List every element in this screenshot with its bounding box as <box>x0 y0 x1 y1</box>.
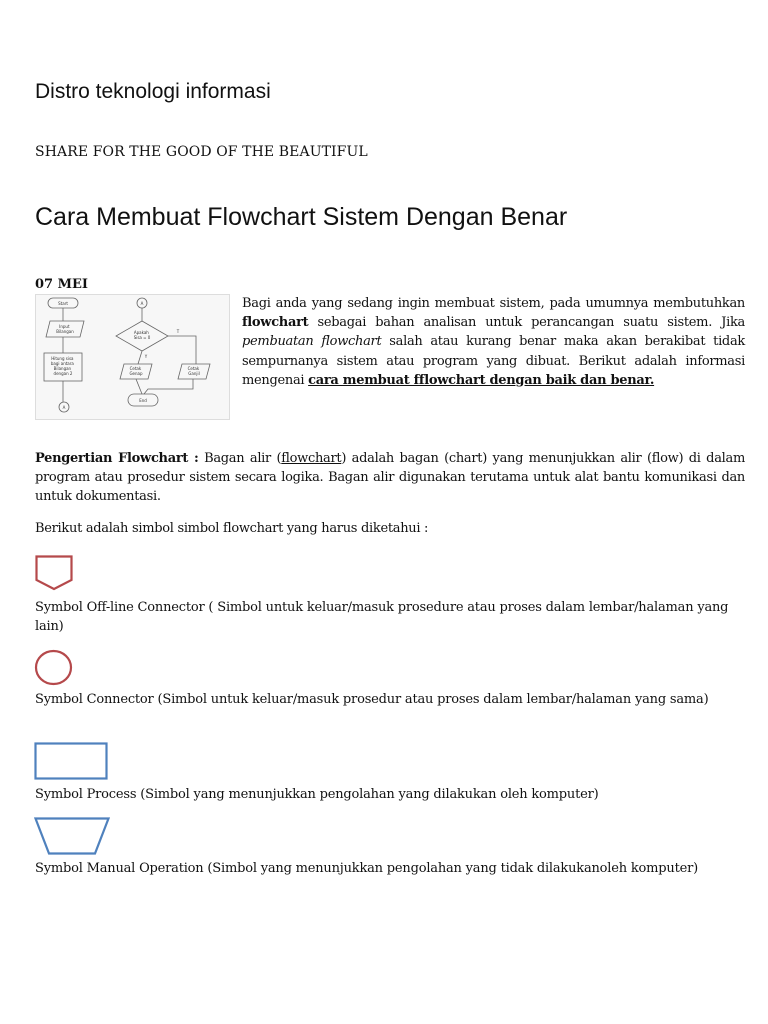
thumb-decision-label: Apakah Sisa = 0 <box>133 330 151 340</box>
thumb-connector-bottom-label: A <box>62 405 66 410</box>
definition-link[interactable]: flowchart <box>281 451 342 466</box>
site-tagline: SHARE FOR THE GOOD OF THE BEAUTIFUL <box>35 144 368 160</box>
intro-text-3: salah atau kurang benar maka akan berakibat tidak sempurnanya sistem atau program yang dibuat. Berikut adalah informasi mengenai <box>242 334 745 388</box>
process-icon <box>34 742 108 780</box>
thumb-input-label: Input Bilangan <box>56 324 74 334</box>
symbol-description-off-line-connector: Symbol Off-line Connector ( Simbol untuk keluar/masuk prosedure atau proses dalam lembar/halaman yang lain) <box>35 600 729 635</box>
post-title: Cara Membuat Flowchart Sistem Dengan Benar <box>35 203 568 231</box>
thumb-no-label: T <box>176 329 180 334</box>
flowchart-thumbnail <box>35 294 230 420</box>
intro-italic: pembuatan flowchart <box>242 334 382 350</box>
intro-bold-flowchart: flowchart <box>242 315 309 331</box>
thumb-output-even-label: Cetak Genap <box>129 366 143 376</box>
intro-text-2: sebagai bahan analisan untuk perancangan suatu sistem. Jika <box>308 315 745 331</box>
intro-text-1: Bagi anda yang sedang ingin membuat sistem, pada umumnya membutuhkan <box>242 296 745 311</box>
thumb-connector-top-label: A <box>140 301 144 306</box>
thumb-process-label: Hitung sisa bagi antara Bilangan dengan 2 <box>50 356 74 376</box>
thumb-end-label: End <box>139 398 147 403</box>
site-title[interactable]: Distro teknologi informasi <box>35 80 271 103</box>
definition-text-2: ) adalah bagan (chart) yang menunjukkan alir (flow) di dalam program atau prosedur sistem secara logika. Bagan alir digunakan terutama untuk alat bantu komunikasi dan untuk dokumentasi. <box>35 451 745 505</box>
intro-link[interactable]: cara membuat fflowchart dengan baik dan benar. <box>308 372 655 388</box>
definition-text-1: Bagan alir ( <box>198 451 282 466</box>
intro-paragraph <box>242 294 745 390</box>
symbol-description-manual-operation: Symbol Manual Operation (Simbol yang menunjukkan pengolahan yang tidak dilakukanoleh komputer) <box>35 861 698 876</box>
thumb-yes-label: Y <box>144 354 148 359</box>
connector-icon <box>34 649 73 686</box>
definition-paragraph <box>35 449 745 507</box>
symbol-description-process: Symbol Process (Simbol yang menunjukkan pengolahan yang dilakukan oleh komputer) <box>35 787 599 802</box>
thumb-output-odd-label: Cetak Ganjil <box>187 366 200 376</box>
thumb-start-label: Start <box>58 301 68 306</box>
symbol-description-connector: Symbol Connector (Simbol untuk keluar/masuk prosedur atau proses dalam lembar/halaman yang sama) <box>35 692 709 707</box>
off-line-connector-icon <box>35 555 73 591</box>
definition-label: Pengertian Flowchart : <box>35 451 199 466</box>
post-date: 07 MEI <box>35 277 88 292</box>
manual-operation-icon <box>34 817 110 855</box>
flowchart-thumbnail-diagram <box>36 295 229 419</box>
symbols-intro: Berikut adalah simbol simbol flowchart yang harus diketahui : <box>35 521 429 536</box>
